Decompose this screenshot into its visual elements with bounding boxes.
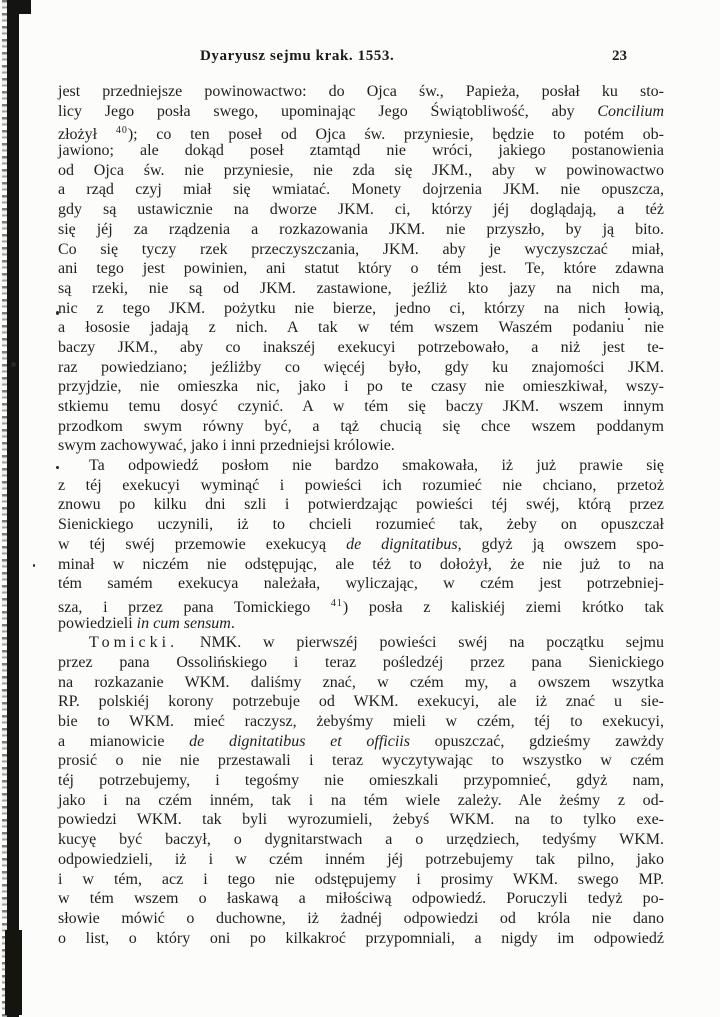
text-line [58, 732, 664, 752]
text-line [58, 751, 664, 771]
text-line [58, 574, 664, 594]
text-run: odpowiedzieli, iż i w czém inném jéj potrzebujemy tak pilno, jako [58, 850, 664, 868]
text-run: powiedzi WKM. tak byli wyrozumieli, żebyś WKM. na to tylko exe- [58, 811, 664, 829]
text-run: Co się tyczy rzek przeczyszczania, JKM. aby je wyczyszczać miał, [58, 240, 664, 258]
text-run: swym zachowywać, jako i inni przedniejsi królowie. [58, 437, 395, 455]
text-run: ) posła z kaliskiéj ziemi krótko tak [342, 598, 664, 616]
text-run: prosić o nie nie przestawali i teraz wyczytywając to wszystko w czém [58, 752, 664, 770]
text-line [58, 436, 664, 456]
text-line [58, 358, 664, 378]
text-run: od Ojca św. nie przyniesie, nie zda się JKM., aby w powinowactwo [58, 161, 664, 179]
text-line [58, 870, 664, 890]
page-number: 23 [612, 48, 627, 64]
text-run: sza, i przez pana Tomickiego [58, 598, 331, 616]
text-line [58, 830, 664, 850]
text-line [58, 810, 664, 830]
text-line [58, 456, 664, 476]
text-line [58, 692, 664, 712]
text-run: RP. polskiéj korony potrzebuje od WKM. exekucyi, ale iż znać u sie- [58, 693, 664, 711]
text-run: Concilium [597, 102, 664, 120]
text-run: ); co ten poseł od Ojca św. przyniesie, będzie to potém ob- [127, 126, 665, 144]
text-line [58, 82, 664, 102]
text-run: raz powiedziano; jeźliżby co więcéj było, gdy ku znajomości JKM. [58, 358, 664, 376]
scan-speck [33, 564, 35, 567]
text-line [58, 673, 664, 693]
text-line [58, 929, 664, 949]
text-run: są rzeki, nie są od JKM. zastawione, jeźliż kto jazy na nich ma, [58, 279, 664, 297]
text-run: , gdyż ją owszem spo- [457, 535, 664, 553]
text-run: baczy JKM., aby co inakszéj exekucyi potrzebowało, a niż jest te- [58, 338, 664, 356]
running-title: Dyaryusz sejmu krak. 1553. [200, 48, 395, 64]
text-run: Ta odpowiedź posłom nie bardzo smakowała, iż już prawie się [89, 457, 664, 475]
text-run: nic z tego JKM. pożytku nie bierze, jedno ci, którzy na nich łowią, [58, 299, 664, 317]
text-run: a rząd czyj miał się wmiatać. Monety dojrzenia JKM. nie opuszcza, [58, 181, 664, 199]
footnote-marker: 40 [115, 125, 128, 137]
text-line [58, 712, 664, 732]
text-run: ani tego jest powinien, ani statut który o tém jest. Te, które zdawna [58, 260, 664, 278]
text-line [58, 121, 665, 144]
text-run: Sienickiego uczynili, iż to chcieli rozumieć tak, żeby on opuszczał [58, 516, 664, 534]
text-run: téj potrzebujemy, i tegośmy nie omieszkali przypomnieć, gdyż nam, [58, 772, 664, 790]
text-run: o list, o który oni po kilkakroć przypomniali, a nigdy im odpowiedź [58, 929, 664, 947]
text-line [58, 535, 664, 555]
text-run: złożył [58, 126, 116, 144]
text-line [58, 594, 664, 614]
text-line [58, 161, 664, 181]
text-run: a mianowicie [58, 732, 190, 750]
text-run: stkiemu temu dosyć czynić. A w tém się baczy JKM. wszem innym [58, 398, 664, 415]
scan-gutter-top-mark [7, 0, 31, 14]
page-body [58, 82, 664, 948]
text-run: kucyę być baczył, o dygnitarstwach a o urzędziech, tedyśmy WKM. [58, 831, 664, 849]
text-line [58, 220, 664, 240]
footnote-marker: 41 [330, 597, 343, 609]
text-line [58, 200, 664, 220]
text-run: NMK. w pierwszéj powieści swéj na początku sejmu [178, 634, 664, 652]
text-line [58, 417, 664, 437]
text-line [58, 614, 664, 634]
text-line [58, 476, 664, 496]
scan-gutter-grain [2, 0, 8, 1017]
text-run: minał w niczém nie odstępując, ale téż to dołożył, że nie już to na [58, 555, 664, 573]
text-run: Tomicki. [89, 634, 179, 652]
text-run: z téj exekucyi wyminąć i powieści ich rozumieć nie chciano, przetoż [58, 476, 664, 494]
text-run: na rozkazanie WKM. daliśmy znać, w czém my, a owszem wszytka [58, 673, 664, 691]
scan-gutter-shadow [7, 0, 19, 1017]
text-run: się jéj za rządzenia a rozkazowania JKM. nie przyszło, by ją bito. [58, 220, 664, 238]
text-line [58, 555, 664, 575]
text-run: przez pana Ossolińskiego i teraz pośledzéj przez pana Sienickiego [58, 653, 664, 671]
text-line [58, 889, 664, 909]
text-run: w tém wszem o łaskawą a miłościwą odpowiedź. Poruczyli tedyż po- [58, 890, 664, 908]
text-line [58, 791, 664, 811]
text-run: w téj swéj przemowie exekucyą [58, 535, 347, 553]
text-run: opuszczać, gdzieśmy zawżdy [409, 732, 665, 750]
text-run: słowie mówić o duchowne, iż żadnéj odpowiedzi od króla nie dano [58, 909, 664, 927]
text-run: jawiono; ale dokąd poseł ztamtąd nie wróci, jakiego postanowienia [58, 142, 664, 160]
text-line [58, 338, 664, 358]
text-run: i w tém, acz i tego nie odstępujemy i prosimy WKM. swego MP. [58, 870, 664, 888]
text-run: jest przedniejsze powinowactwo: do Ojca św., Papieża, posłał ku sto- [58, 83, 664, 100]
text-line [58, 259, 664, 279]
text-line [58, 653, 664, 673]
text-line [58, 771, 664, 791]
text-line [58, 377, 664, 397]
text-line [58, 515, 664, 535]
text-line [58, 318, 664, 338]
text-line [58, 180, 664, 200]
scan-speck [11, 362, 16, 367]
text-run: znowu po kilku dni szli i potwierdzając powieści téj swéj, którą przez [58, 496, 664, 514]
text-run: przyjdzie, nie omieszka nic, jako i po te czasy nie omieszkiwał, wszy- [58, 378, 664, 396]
text-run: de dignitatibus [346, 535, 458, 553]
text-run: gdy są ustawicznie na dworze JKM. ci, którzy jéj doglądają, a téż [58, 201, 664, 219]
text-line [58, 240, 664, 260]
text-run: bie to WKM. mieć raczysz, żebyśmy mieli w czém, téj to exekucyi, [58, 713, 664, 730]
text-run: licy Jego posła swego, upominając Jego Świątobliwość, aby [58, 102, 598, 120]
text-run: in cum sensum [136, 614, 231, 632]
text-run: powiedzieli [58, 614, 137, 632]
text-line [58, 633, 664, 653]
text-line [58, 279, 664, 299]
text-line [58, 102, 664, 122]
text-run: . [230, 614, 235, 632]
text-line [58, 495, 664, 515]
text-run: przodkom swym równy być, a tąż chucią się chce wszem poddanym [58, 417, 664, 435]
text-run: tém samém exekucya należała, wyliczając, w czém jest potrzebniej- [58, 575, 664, 593]
text-line [58, 397, 664, 417]
text-line [58, 850, 664, 870]
text-run: a łososie jadają z nich. A tak w tém wszem Waszém podaniu nie [58, 319, 664, 337]
text-run: jako i na czém inném, tak i na tém wiele zależy. Ale żeśmy z od- [58, 791, 664, 809]
text-run: de dignitatibus et officiis [189, 732, 410, 750]
text-line [58, 299, 664, 319]
text-line [58, 141, 664, 161]
text-line [58, 909, 664, 929]
